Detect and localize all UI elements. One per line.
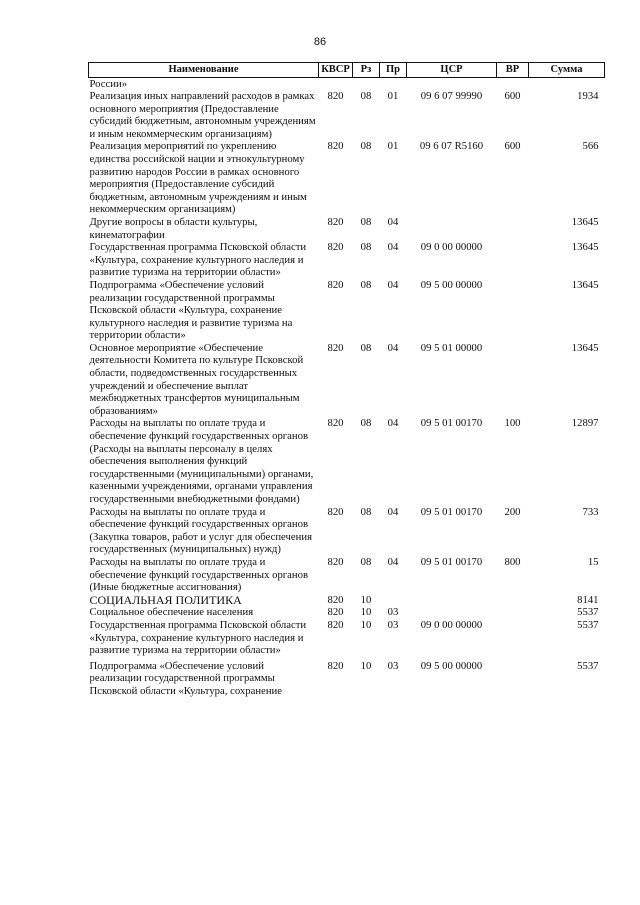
row-rz: 08 [360, 241, 372, 254]
table-row [89, 279, 605, 342]
row-rz: 10 [360, 606, 372, 619]
row-name: Реализация мероприятий по укреплению единства российской нации и этнокультурному развитию народов России в рамках основного мероприятия (Предоставление субсидий бюджетным, автономным учреждениям и иным некоммерческим организациям) [89, 140, 307, 216]
row-vr: 800 [504, 555, 521, 568]
header-name: Наименование [89, 63, 319, 78]
row-name: России» [89, 78, 128, 90]
row-csr: 09 5 01 00000 [420, 341, 483, 354]
row-kvsr: 820 [327, 417, 344, 430]
table-row [89, 556, 605, 594]
row-vr: 200 [504, 505, 521, 518]
row-vr [497, 78, 529, 91]
row-kvsr: 820 [327, 215, 344, 228]
table-row [89, 606, 605, 619]
row-name: Подпрограмма «Обеспечение условий реализации государственной программы Псковской области «Культура, сохранение [89, 659, 283, 697]
row-vr: 600 [504, 90, 521, 102]
row-rz: 08 [360, 215, 372, 228]
row-csr: 09 5 01 00170 [420, 505, 483, 518]
table-row [89, 216, 605, 241]
row-csr: 09 6 07 99990 [420, 90, 483, 102]
row-pr: 04 [387, 215, 399, 228]
row-rz: 10 [360, 593, 372, 606]
row-vr [497, 657, 529, 698]
row-sum: 5537 [577, 618, 599, 631]
row-name: Расходы на выплаты по оплате труда и обеспечение функций государственных органов (Иные бюджетные ассигнования) [89, 555, 309, 594]
row-vr [497, 594, 529, 607]
row-vr [497, 342, 529, 418]
budget-table [88, 62, 605, 698]
row-name: Другие вопросы в области культуры, кинематографии [89, 215, 258, 241]
row-csr [407, 216, 497, 241]
row-vr [497, 619, 529, 657]
row-pr: 04 [387, 505, 399, 518]
row-kvsr: 820 [327, 341, 344, 354]
row-csr: 09 5 00 00000 [420, 278, 483, 291]
row-name: Реализация иных направлений расходов в рамках основного мероприятия (Предоставление субсидий бюджетным, автономным учреждениям и иным некоммерческим организациям) [89, 90, 316, 140]
row-kvsr: 820 [327, 241, 344, 254]
row-rz: 10 [360, 618, 372, 631]
table-row [89, 90, 605, 140]
row-csr [407, 78, 497, 91]
row-rz [353, 78, 380, 91]
row-sum: 13645 [571, 341, 599, 354]
header-rz: Рз [353, 63, 380, 78]
row-rz: 08 [360, 417, 372, 430]
row-csr: 09 5 01 00170 [420, 417, 483, 430]
row-sum: 1934 [577, 90, 599, 102]
row-sum [529, 78, 605, 91]
row-sum: 733 [582, 505, 599, 518]
row-kvsr [319, 78, 353, 91]
row-sum: 13645 [571, 215, 599, 228]
row-vr [497, 216, 529, 241]
row-sum: 12897 [571, 417, 599, 430]
row-kvsr: 820 [327, 659, 344, 672]
row-rz: 10 [360, 659, 372, 672]
row-rz: 08 [360, 555, 372, 568]
row-rz: 08 [360, 140, 372, 153]
row-sum: 5537 [577, 606, 599, 619]
row-pr: 04 [387, 278, 399, 291]
row-vr: 100 [504, 417, 521, 430]
row-name: Подпрограмма «Обеспечение условий реализации государственной программы Псковской области «Культура, сохранение культурного наследия и развитие туризма на территории области» [89, 278, 293, 342]
table-row [89, 594, 605, 607]
row-kvsr: 820 [327, 505, 344, 518]
row-pr [380, 78, 407, 91]
row-kvsr: 820 [327, 606, 344, 619]
row-vr [497, 606, 529, 619]
row-pr: 04 [387, 341, 399, 354]
table-row [89, 657, 605, 698]
row-sum: 8141 [577, 593, 599, 606]
table-row [89, 342, 605, 418]
row-name: СОЦИАЛЬНАЯ ПОЛИТИКА [89, 592, 242, 607]
row-pr: 03 [387, 659, 399, 672]
row-pr: 01 [387, 140, 399, 153]
header-vr: ВР [497, 63, 529, 78]
row-rz: 08 [360, 90, 372, 102]
row-sum: 13645 [571, 241, 599, 254]
header-kvsr: КВСР [319, 63, 353, 78]
row-kvsr: 820 [327, 90, 344, 102]
row-kvsr: 820 [327, 618, 344, 631]
row-csr: 09 5 01 00170 [420, 555, 483, 568]
row-name: Расходы на выплаты по оплате труда и обеспечение функций государственных органов (Расходы на выплаты персоналу в целях обеспечения выполнения функций государственными (муниципальными) органами, казенными учреждениями, органами управления государственными внебюджетными фондами) [89, 417, 314, 505]
row-vr [497, 279, 529, 342]
row-sum: 5537 [577, 659, 599, 672]
row-pr: 03 [387, 618, 399, 631]
row-kvsr: 820 [327, 593, 344, 606]
row-name: Государственная программа Псковской области «Культура, сохранение культурного наследия и развитие туризма на территории области» [89, 618, 307, 657]
row-vr [497, 241, 529, 279]
row-csr [407, 606, 497, 619]
row-name: Социальное обеспечение населения [89, 606, 254, 619]
row-pr: 04 [387, 555, 399, 568]
page-number: 86 [313, 36, 327, 48]
row-csr: 09 6 07 R5160 [419, 140, 484, 153]
row-rz: 08 [360, 278, 372, 291]
table-row [89, 619, 605, 657]
table-row [89, 241, 605, 279]
row-csr: 09 0 00 00000 [420, 618, 483, 631]
row-name: Основное мероприятие «Обеспечение деятельности Комитета по культуре Псковской области, подведомственных государственных учреждений и обеспечение выплат межбюджетных трансфертов муниципальным образованиям» [89, 341, 304, 417]
row-csr: 09 0 00 00000 [420, 241, 483, 254]
row-name: Расходы на выплаты по оплате труда и обеспечение функций государственных органов (Закупка товаров, работ и услуг для обеспечения государственных (муниципальных) нужд) [89, 505, 313, 556]
table-row [89, 417, 605, 505]
row-kvsr: 820 [327, 555, 344, 568]
table-header [89, 63, 605, 78]
row-vr: 600 [504, 140, 521, 153]
table-row [89, 506, 605, 556]
row-kvsr: 820 [327, 140, 344, 153]
row-csr [407, 594, 497, 607]
row-kvsr: 820 [327, 278, 344, 291]
table-row [89, 140, 605, 216]
row-pr: 01 [387, 90, 399, 102]
header-csr: ЦСР [407, 63, 497, 78]
row-pr: 03 [387, 606, 399, 619]
row-sum: 15 [587, 555, 599, 568]
row-pr: 04 [387, 417, 399, 430]
row-csr: 09 5 00 00000 [420, 659, 483, 672]
row-sum: 566 [582, 140, 599, 153]
header-pr: Пр [380, 63, 407, 78]
row-pr [380, 594, 407, 607]
row-pr: 04 [387, 241, 399, 254]
row-name: Государственная программа Псковской области «Культура, сохранение культурного наследия и развитие туризма на территории области» [89, 241, 307, 279]
row-rz: 08 [360, 341, 372, 354]
header-sum: Сумма [529, 63, 605, 78]
table-row [89, 78, 605, 91]
row-sum: 13645 [571, 278, 599, 291]
row-rz: 08 [360, 505, 372, 518]
